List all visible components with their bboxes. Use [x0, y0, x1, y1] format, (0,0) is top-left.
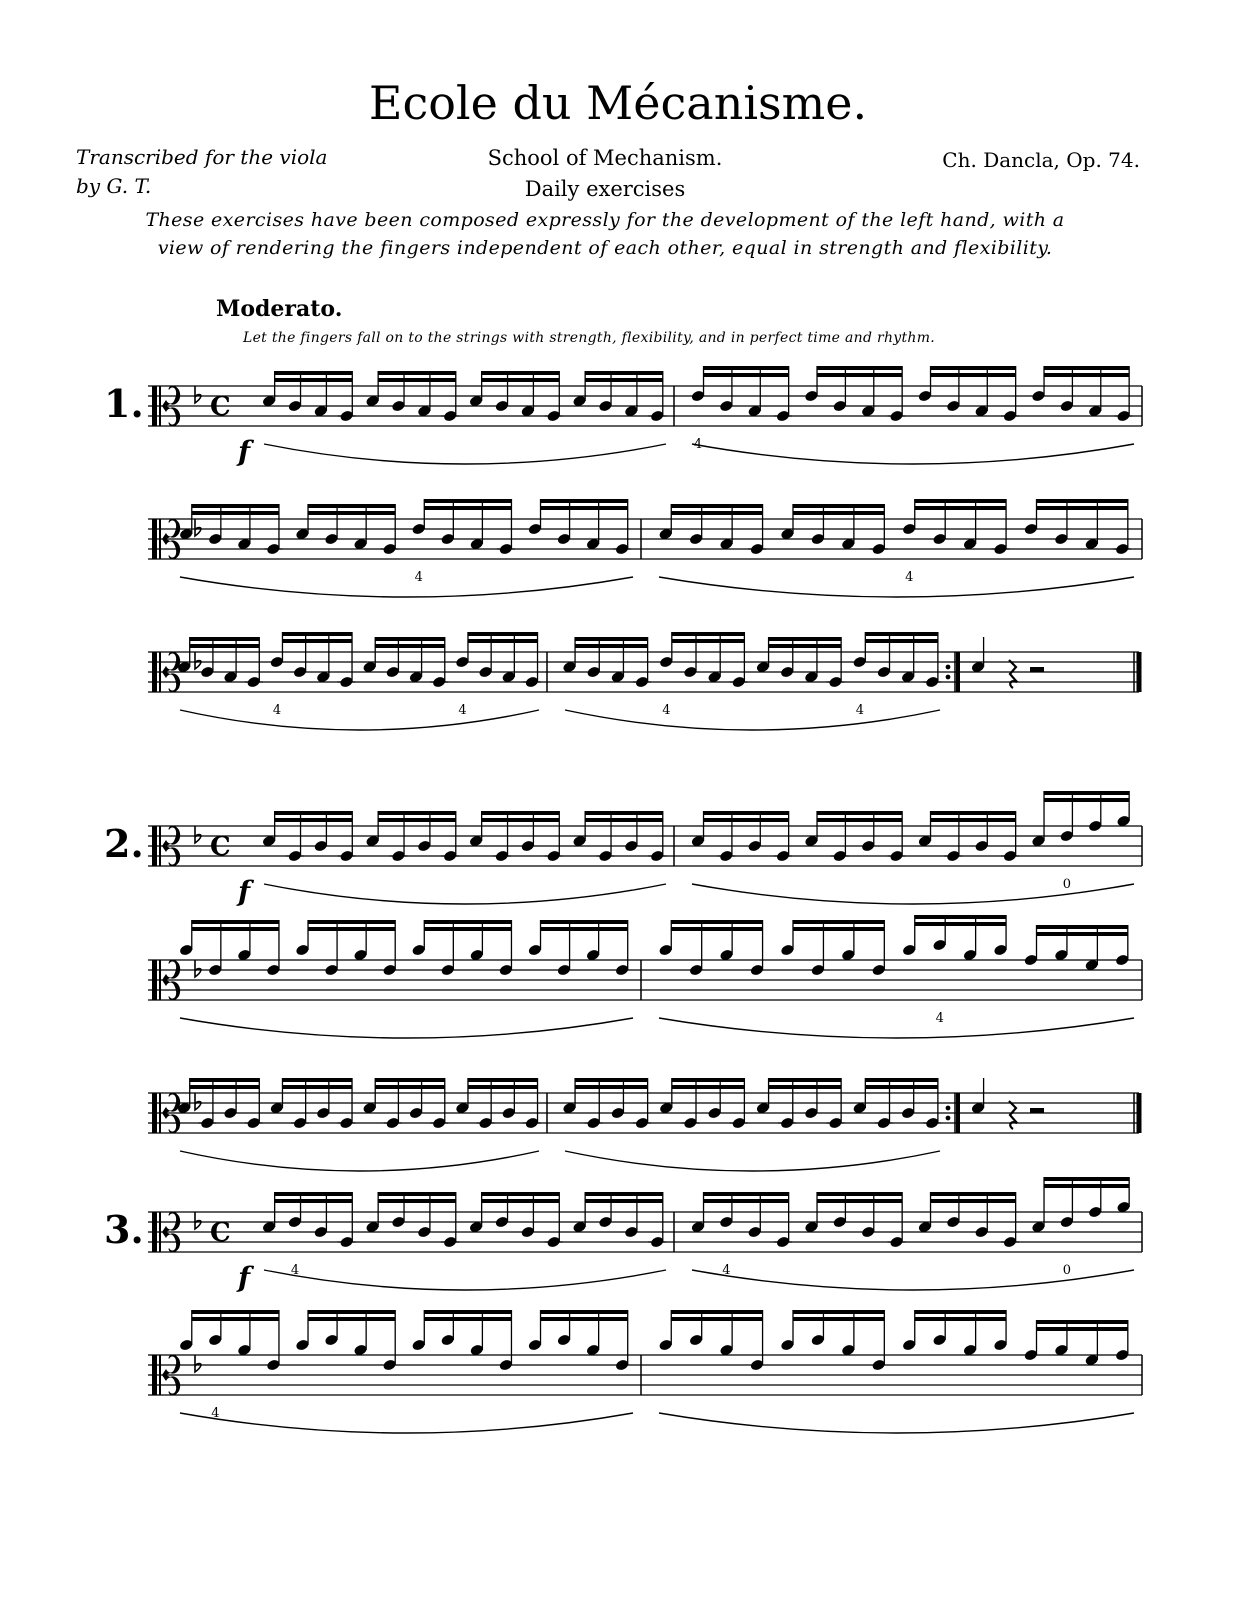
fingering-number: 4 — [935, 1011, 944, 1026]
slur — [659, 1413, 1134, 1433]
performance-instruction: Let the fingers fall on to the strings with strength, flexibility, and in perfect time and rhythm. — [243, 330, 936, 346]
beam — [704, 811, 789, 815]
fingering-number: 4 — [905, 570, 914, 585]
beam — [541, 499, 628, 503]
slur — [264, 884, 666, 904]
beam — [865, 1078, 938, 1082]
slur — [180, 577, 633, 597]
beam — [541, 1310, 628, 1314]
beam — [308, 511, 395, 515]
beam — [704, 818, 789, 822]
beam — [931, 811, 1016, 815]
subtitle-daily: Daily exercises — [524, 177, 686, 201]
fingering-number: 4 — [290, 1263, 300, 1278]
beam — [541, 1317, 628, 1321]
beam — [192, 927, 279, 931]
arranger-credit-line2: by G. T. — [76, 174, 152, 198]
beam — [1037, 499, 1128, 503]
slur — [692, 444, 1134, 464]
dynamic-forte: f — [238, 1261, 251, 1294]
beam — [575, 637, 648, 641]
beam — [192, 504, 279, 508]
beam — [424, 499, 511, 503]
beam — [424, 927, 511, 931]
beam — [817, 366, 902, 370]
flat-icon — [195, 652, 201, 669]
beam — [671, 920, 762, 924]
beam — [865, 632, 938, 636]
beam — [541, 927, 628, 931]
beam — [275, 818, 353, 822]
beam — [282, 632, 352, 636]
beam — [275, 1199, 353, 1203]
beam — [424, 506, 511, 510]
beam — [931, 373, 1016, 377]
beam — [190, 1085, 260, 1089]
flat-icon — [195, 826, 201, 843]
beam — [671, 504, 762, 508]
beam — [275, 1192, 353, 1196]
time-signature-common: C — [210, 1218, 231, 1248]
beam — [671, 1317, 762, 1321]
beam — [575, 1078, 648, 1082]
flat-icon — [195, 1212, 201, 1229]
exercise-number: 1. — [104, 381, 144, 426]
half-rest-icon — [1030, 667, 1044, 672]
time-signature-common: C — [210, 832, 231, 862]
beam — [769, 644, 842, 648]
beam — [1037, 1320, 1128, 1324]
fingering-number: 0 — [1062, 1263, 1072, 1278]
fingering-number: 4 — [693, 437, 703, 452]
beam — [424, 1317, 511, 1321]
slur — [180, 1413, 633, 1433]
beam — [482, 378, 560, 382]
beam — [671, 511, 762, 515]
beam — [704, 366, 789, 370]
beam — [1037, 925, 1128, 929]
beam — [282, 1078, 352, 1082]
flat-icon — [195, 519, 201, 536]
beam — [308, 927, 395, 931]
beam — [915, 922, 1006, 926]
beam — [704, 373, 789, 377]
beam — [1044, 366, 1129, 370]
beam — [424, 920, 511, 924]
beam — [378, 811, 456, 815]
beam — [378, 1192, 456, 1196]
beam — [375, 637, 445, 641]
arranger-credit-line1: Transcribed for the viola — [76, 145, 328, 169]
beam — [468, 632, 538, 636]
half-rest-icon — [1030, 1108, 1044, 1113]
beam — [1044, 1177, 1129, 1181]
beam — [378, 371, 456, 375]
beam — [915, 915, 1006, 919]
beam — [672, 1085, 745, 1089]
beam — [672, 639, 745, 643]
beam — [915, 506, 1006, 510]
slur — [565, 1151, 940, 1171]
fingering-number: 4 — [662, 703, 671, 718]
repeat-dot — [946, 665, 951, 670]
beam — [793, 920, 884, 924]
beam — [793, 504, 884, 508]
beam — [482, 371, 560, 375]
beam — [282, 1085, 352, 1089]
beam — [378, 818, 456, 822]
beam — [375, 644, 445, 648]
beam — [817, 818, 902, 822]
intro-text-line1: These exercises have been composed expressly for the development of the left hand, with a — [145, 209, 1065, 231]
beam — [275, 371, 353, 375]
beam — [308, 920, 395, 924]
beam — [769, 1085, 842, 1089]
beam — [308, 504, 395, 508]
exercise-number: 2. — [104, 821, 144, 866]
flat-icon — [195, 1093, 201, 1110]
beam — [769, 1078, 842, 1082]
fingering-number: 4 — [414, 570, 423, 585]
beam — [575, 1085, 648, 1089]
beam — [585, 371, 663, 375]
beam — [468, 1078, 538, 1082]
beam — [192, 1317, 279, 1321]
beam — [585, 1199, 663, 1203]
slur — [565, 710, 940, 730]
beam — [190, 644, 260, 648]
beam — [915, 499, 1006, 503]
beam — [378, 378, 456, 382]
slur — [180, 710, 539, 730]
beam — [585, 378, 663, 382]
repeat-dot — [946, 675, 951, 680]
beam — [672, 632, 745, 636]
flat-icon — [195, 1355, 201, 1372]
beam — [308, 1310, 395, 1314]
fingering-number: 4 — [855, 703, 864, 718]
beam — [190, 1078, 260, 1082]
beam — [817, 1199, 902, 1203]
beam — [308, 1317, 395, 1321]
beam — [468, 639, 538, 643]
beam — [817, 373, 902, 377]
fingering-number: 4 — [211, 1406, 220, 1421]
time-signature-common: C — [210, 392, 231, 422]
beam — [704, 1192, 789, 1196]
beam — [1044, 791, 1129, 795]
dynamic-forte: f — [238, 875, 251, 908]
beam — [482, 1192, 560, 1196]
beam — [931, 1192, 1016, 1196]
composer-credit: Ch. Dancla, Op. 74. — [942, 148, 1140, 172]
beam — [793, 511, 884, 515]
intro-text-line2: view of rendering the fingers independent of each other, equal in strength and flexibility. — [157, 237, 1053, 259]
quarter-rest-icon — [1009, 660, 1017, 688]
beam — [1044, 1184, 1129, 1188]
beam — [931, 818, 1016, 822]
flat-icon — [195, 960, 201, 977]
beam — [192, 1310, 279, 1314]
exercise-number: 3. — [104, 1207, 144, 1252]
dynamic-forte: f — [238, 435, 251, 468]
beam — [190, 637, 260, 641]
beam — [865, 1085, 938, 1089]
beam — [671, 1310, 762, 1314]
beam — [1044, 798, 1129, 802]
fingering-number: 4 — [272, 703, 282, 718]
fingering-number: 0 — [1062, 877, 1072, 892]
beam — [704, 1199, 789, 1203]
slur — [180, 1151, 539, 1171]
beam — [192, 920, 279, 924]
beam — [482, 811, 560, 815]
quarter-rest-icon — [1009, 1101, 1017, 1129]
beam — [275, 811, 353, 815]
slur — [180, 1018, 633, 1038]
repeat-dot — [946, 1116, 951, 1121]
fingering-number: 4 — [722, 1263, 731, 1278]
beam — [817, 811, 902, 815]
beam — [375, 1078, 445, 1082]
beam — [375, 1085, 445, 1089]
beam — [282, 639, 352, 643]
beam — [275, 378, 353, 382]
beam — [482, 818, 560, 822]
beam — [769, 637, 842, 641]
beam — [915, 1317, 1006, 1321]
beam — [865, 639, 938, 643]
beam — [1037, 1327, 1128, 1331]
beam — [192, 511, 279, 515]
slur — [264, 1270, 666, 1290]
slur — [264, 444, 666, 464]
page-title: Ecole du Mécanisme. — [368, 76, 868, 130]
beam — [672, 1078, 745, 1082]
beam — [585, 811, 663, 815]
beam — [482, 1199, 560, 1203]
beam — [931, 366, 1016, 370]
beam — [585, 1192, 663, 1196]
tempo-marking: Moderato. — [216, 296, 343, 322]
beam — [817, 1192, 902, 1196]
beam — [1037, 506, 1128, 510]
beam — [541, 506, 628, 510]
beam — [1037, 932, 1128, 936]
beam — [585, 818, 663, 822]
beam — [575, 644, 648, 648]
slur — [659, 577, 1134, 597]
slur — [659, 1018, 1134, 1038]
beam — [793, 1310, 884, 1314]
subtitle: School of Mechanism. — [487, 146, 723, 170]
beam — [671, 927, 762, 931]
beam — [1044, 373, 1129, 377]
flat-icon — [195, 386, 201, 403]
beam — [793, 927, 884, 931]
beam — [931, 1199, 1016, 1203]
fingering-number: 4 — [458, 703, 467, 718]
beam — [541, 920, 628, 924]
beam — [468, 1085, 538, 1089]
beam — [378, 1199, 456, 1203]
beam — [915, 1310, 1006, 1314]
beam — [424, 1310, 511, 1314]
repeat-dot — [946, 1106, 951, 1111]
beam — [793, 1317, 884, 1321]
